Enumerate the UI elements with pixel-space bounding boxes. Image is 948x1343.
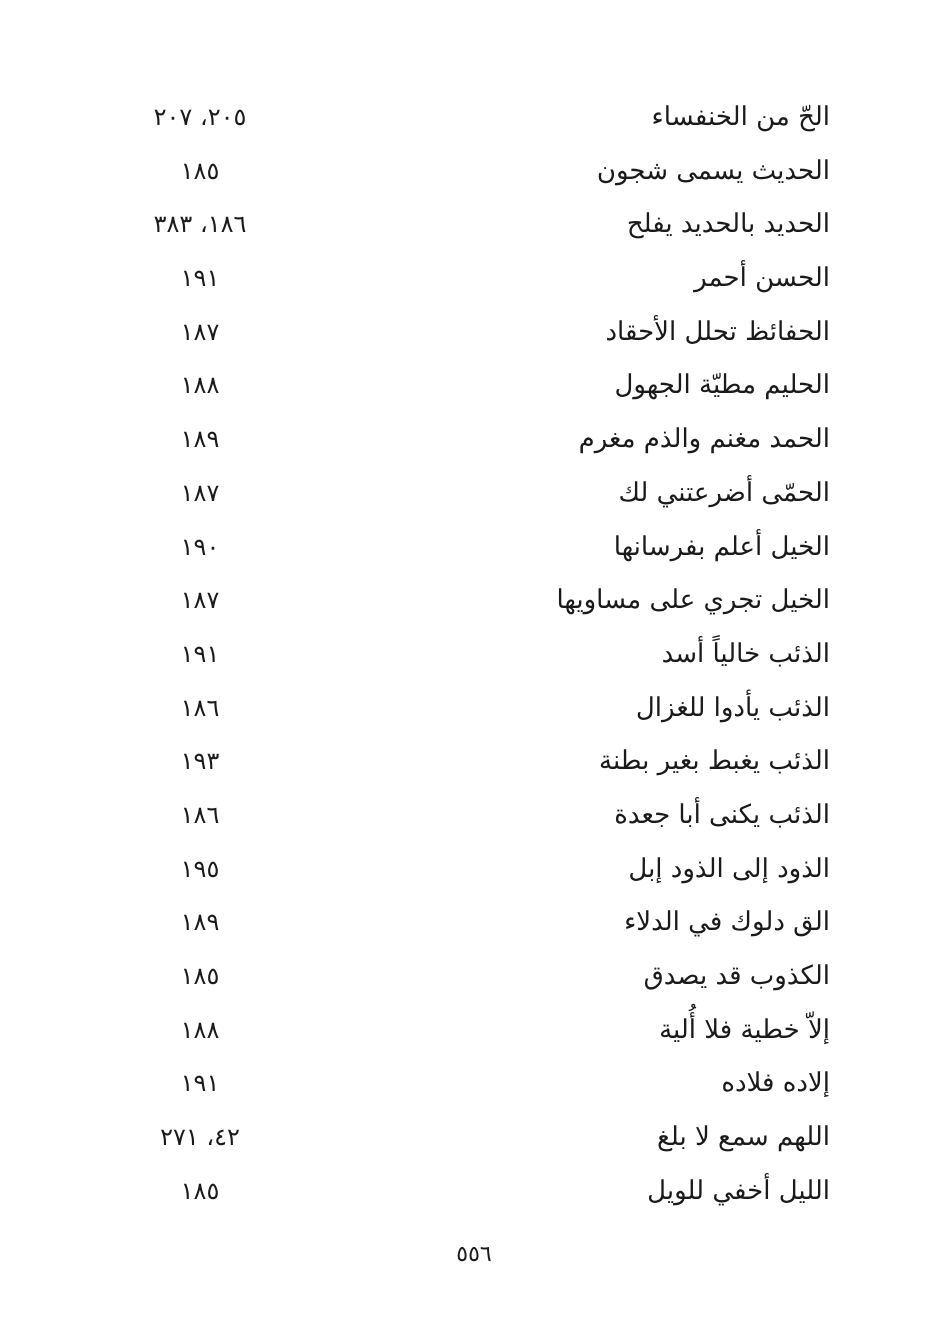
index-entry — [120, 951, 830, 1005]
index-entry — [120, 307, 830, 361]
entry-pages: ٤٢، ٢٧١ — [160, 1123, 240, 1152]
entry-text: الذئب يكنى أبا جعدة — [614, 799, 830, 830]
index-entry — [120, 629, 830, 683]
index-entry — [120, 736, 830, 790]
entry-pages: ١٨٥ — [180, 156, 220, 185]
entry-pages: ١٨٧ — [180, 317, 220, 346]
entry-text: الذئب يأدوا للغزال — [635, 692, 830, 723]
entry-text: الحمد مغنم والذم مغرم — [578, 424, 830, 455]
entry-pages: ١٩١ — [180, 1069, 220, 1098]
entry-pages: ١٨٩ — [180, 908, 220, 937]
entry-pages: ١٨٦ — [180, 693, 220, 722]
entry-text: الخيل أعلم بفرسانها — [613, 531, 830, 562]
entry-text: الق دلوك في الدلاء — [624, 907, 830, 938]
index-entry — [120, 468, 830, 522]
index-entry — [120, 253, 830, 307]
entry-text: الحديث يسمى شجون — [596, 155, 830, 186]
index-entry — [120, 575, 830, 629]
index-entry — [120, 897, 830, 951]
index-entry — [120, 844, 830, 898]
entry-text: إلاّ خطية فلا أُلية — [659, 1014, 830, 1045]
entry-pages: ١٨٨ — [180, 1015, 220, 1044]
entry-pages: ١٨٧ — [180, 478, 220, 507]
entry-pages: ١٩١ — [180, 639, 220, 668]
entry-text: الذئب خالياً أسد — [661, 638, 830, 669]
entry-text: اللهم سمع لا بلغ — [657, 1122, 830, 1153]
entry-text: الحسن أحمر — [694, 263, 830, 294]
entry-text: الحفائظ تحلل الأحقاد — [605, 316, 830, 347]
entry-pages: ١٨٥ — [180, 1176, 220, 1205]
entry-pages: ١٩٣ — [180, 747, 220, 776]
page-number: ٥٥٦ — [456, 1242, 492, 1267]
entry-pages: ١٩١ — [180, 264, 220, 293]
entry-pages: ١٩٥ — [180, 854, 220, 883]
entry-text: إلاده فلاده — [721, 1068, 830, 1099]
entry-text: الخيل تجري على مساويها — [556, 585, 830, 616]
entry-text: الحليم مطيّة الجهول — [614, 370, 830, 401]
index-entry — [120, 414, 830, 468]
index-entry — [120, 1058, 830, 1112]
entry-text: الحديد بالحديد يفلح — [626, 209, 830, 240]
index-entry — [120, 146, 830, 200]
index-entry — [120, 1112, 830, 1166]
entry-pages: ١٨٦ — [180, 800, 220, 829]
entry-text: الذئب يغبط بغير بطنة — [599, 746, 830, 777]
entry-text: الذود إلى الذود إبل — [628, 853, 830, 884]
index-entry — [120, 683, 830, 737]
index-entry — [120, 360, 830, 414]
index-entry — [120, 199, 830, 253]
proverb-index-list — [120, 92, 830, 1219]
entry-text: الكذوب قد يصدق — [643, 961, 830, 991]
index-entry — [120, 1166, 830, 1220]
entry-pages: ٢٠٥، ٢٠٧ — [153, 103, 247, 131]
index-entry — [120, 790, 830, 844]
entry-pages: ١٩٠ — [180, 532, 220, 561]
index-entry — [120, 522, 830, 576]
entry-pages: ١٨٦، ٣٨٣ — [153, 210, 247, 239]
index-entry — [120, 1005, 830, 1059]
entry-pages: ١٨٩ — [180, 425, 220, 454]
entry-pages: ١٨٨ — [180, 371, 220, 400]
index-entry — [120, 92, 830, 146]
entry-text: الليل أخفي للويل — [647, 1175, 830, 1206]
entry-text: الحّ من الخنفساء — [651, 102, 830, 132]
entry-pages: ١٨٧ — [180, 586, 220, 615]
entry-text: الحمّى أضرعتني لك — [618, 477, 830, 508]
entry-pages: ١٨٥ — [180, 962, 220, 990]
